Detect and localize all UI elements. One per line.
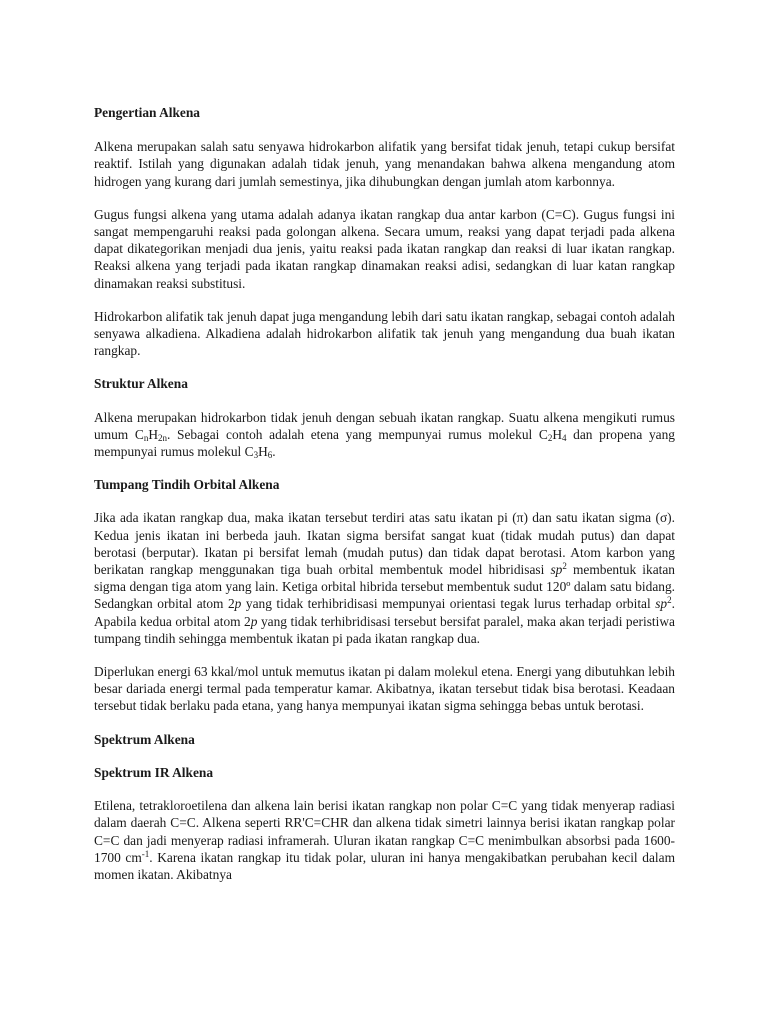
paragraph-spektrum-ir-1 xyxy=(94,797,675,883)
superscript: -1 xyxy=(141,848,150,859)
text-run: H xyxy=(148,426,158,442)
text-run: membentuk ikatan sigma dengan tiga atom yang lain. Ketiga orbital hibrida tersebut membentuk sudut 120º dalam satu bidang. Sedangkan orbital atom 2 xyxy=(94,562,675,612)
paragraph-pengertian-1: Alkena merupakan salah satu senyawa hidrokarbon alifatik yang bersifat tidak jenuh, tetapi cukup bersifat reaktif. Istilah yang digunakan adalah tidak jenuh, yang menandakan bahwa alkena mengandung atom hidrogen yang kurang dari jumlah semestinya, jika dihubungkan dengan jumlah atom karbonnya. xyxy=(94,139,675,189)
italic-text: p xyxy=(234,596,242,612)
subscript: 3 xyxy=(253,450,259,461)
italic-text: sp xyxy=(550,562,563,578)
text-run: . Sebagai contoh adalah etena yang mempunyai rumus molekul C xyxy=(166,426,548,442)
text-run: H xyxy=(552,426,562,442)
paragraph-pengertian-3: Hidrokarbon alifatik tak jenuh dapat juga mengandung lebih dari satu ikatan rangkap, sebagai contoh adalah senyawa alkadiena. Alkadiena adalah hidrokarbon alifatik tak jenuh yang mengandung dua buah ikatan rangkap. xyxy=(94,308,675,359)
text-run: yang tidak terhibridisasi tersebut bersifat paralel, maka akan terjadi peristiwa tumpang tindih sehingga membentuk ikatan pi pada ikatan rangkap dua. xyxy=(94,613,675,646)
subscript: 6 xyxy=(267,450,273,461)
text-run: Alkena merupakan hidrokarbon tidak jenuh dengan sebuah ikatan rangkap. Suatu alkena mengikuti rumus umum C xyxy=(94,409,675,442)
heading-spektrum-ir-alkena: Spektrum IR Alkena xyxy=(94,764,214,780)
text-run: Etilena, tetrakloroetilena dan alkena lain berisi ikatan rangkap non polar C=C yang tidak menyerap radiasi dalam daerah C=C. Alkena seperti RR'C=CHR dan alkena tidak simetri lainnya berisi ikatan rangkap polar C=C dan jadi menyerap radiasi inframerah. Uluran ikatan rangkap C=C menimbulkan absorbsi pada 1600-1700 cm xyxy=(94,798,675,865)
text-run: dan propena yang mempunyai rumus molekul C xyxy=(94,426,675,460)
paragraph-struktur-1 xyxy=(94,409,675,461)
document-page xyxy=(94,104,675,899)
paragraph-tumpang-2: Diperlukan energi 63 kkal/mol untuk memutus ikatan pi dalam molekul etena. Energi yang dibutuhkan lebih besar dariada energi termal pada temperatur kamar. Akibatnya, ikatan tersebut tidak bisa berotasi. Keadaan tersebut tidak berlaku pada etana, yang hanya mempunyai ikatan sigma sehingga bebas untuk berotasi. xyxy=(94,664,675,714)
superscript: 2 xyxy=(667,595,672,606)
heading-pengertian-alkena: Pengertian Alkena xyxy=(94,105,201,120)
text-run: . Apabila kedua orbital atom 2 xyxy=(94,596,675,629)
subscript: n xyxy=(143,432,149,443)
heading-tumpang-tindih: Tumpang Tindih Orbital Alkena xyxy=(94,477,280,493)
subscript: 4 xyxy=(562,432,567,443)
subscript: 2n xyxy=(157,432,167,443)
text-run: . Karena ikatan rangkap itu tidak polar, uluran ini hanya mengakibatkan perubahan kecil dalam momen ikatan. Akibatnya xyxy=(94,849,675,882)
superscript: 2 xyxy=(562,561,567,572)
paragraph-pengertian-2: Gugus fungsi alkena yang utama adalah adanya ikatan rangkap dua antar karbon (C=C). Gugus fungsi ini sangat mempengaruhi reaksi pada golongan alkena. Secara umum, reaksi yang dapat terjadi pada alkena dapat dikategorikan menjadi dua jenis, yaitu reaksi pada ikatan rangkap dan reaksi di luar ikatan rangkap. Reaksi alkena yang terjadi pada ikatan rangkap dinamakan reaksi adisi, sedangkan di luar katan rangkap dinamakan reaksi substitusi. xyxy=(94,206,675,291)
heading-spektrum-alkena: Spektrum Alkena xyxy=(94,731,195,747)
italic-text: p xyxy=(250,613,258,629)
heading-struktur-alkena: Struktur Alkena xyxy=(94,376,188,392)
paragraph-tumpang-1 xyxy=(94,509,675,647)
italic-text: sp xyxy=(655,596,668,612)
text-run: . xyxy=(272,444,276,460)
text-run: Jika ada ikatan rangkap dua, maka ikatan tersebut terdiri atas satu ikatan pi (π) dan satu ikatan sigma (σ). Kedua jenis ikatan ini berbeda jauh. Ikatan sigma bersifat sangat kuat (tidak mudah putus) dan dapat berotasi (berputar). Ikatan pi bersifat lemah (mudah putus) dan tidak dapat berotasi. Atom karbon yang berikatan rangkap menggunakan tiga buah orbital membentuk model hibridisasi xyxy=(94,510,675,578)
subscript: 2 xyxy=(547,432,553,443)
text-run: yang tidak terhibridisasi mempunyai orientasi tegak lurus terhadap orbital xyxy=(241,596,656,612)
text-run: H xyxy=(258,444,268,460)
